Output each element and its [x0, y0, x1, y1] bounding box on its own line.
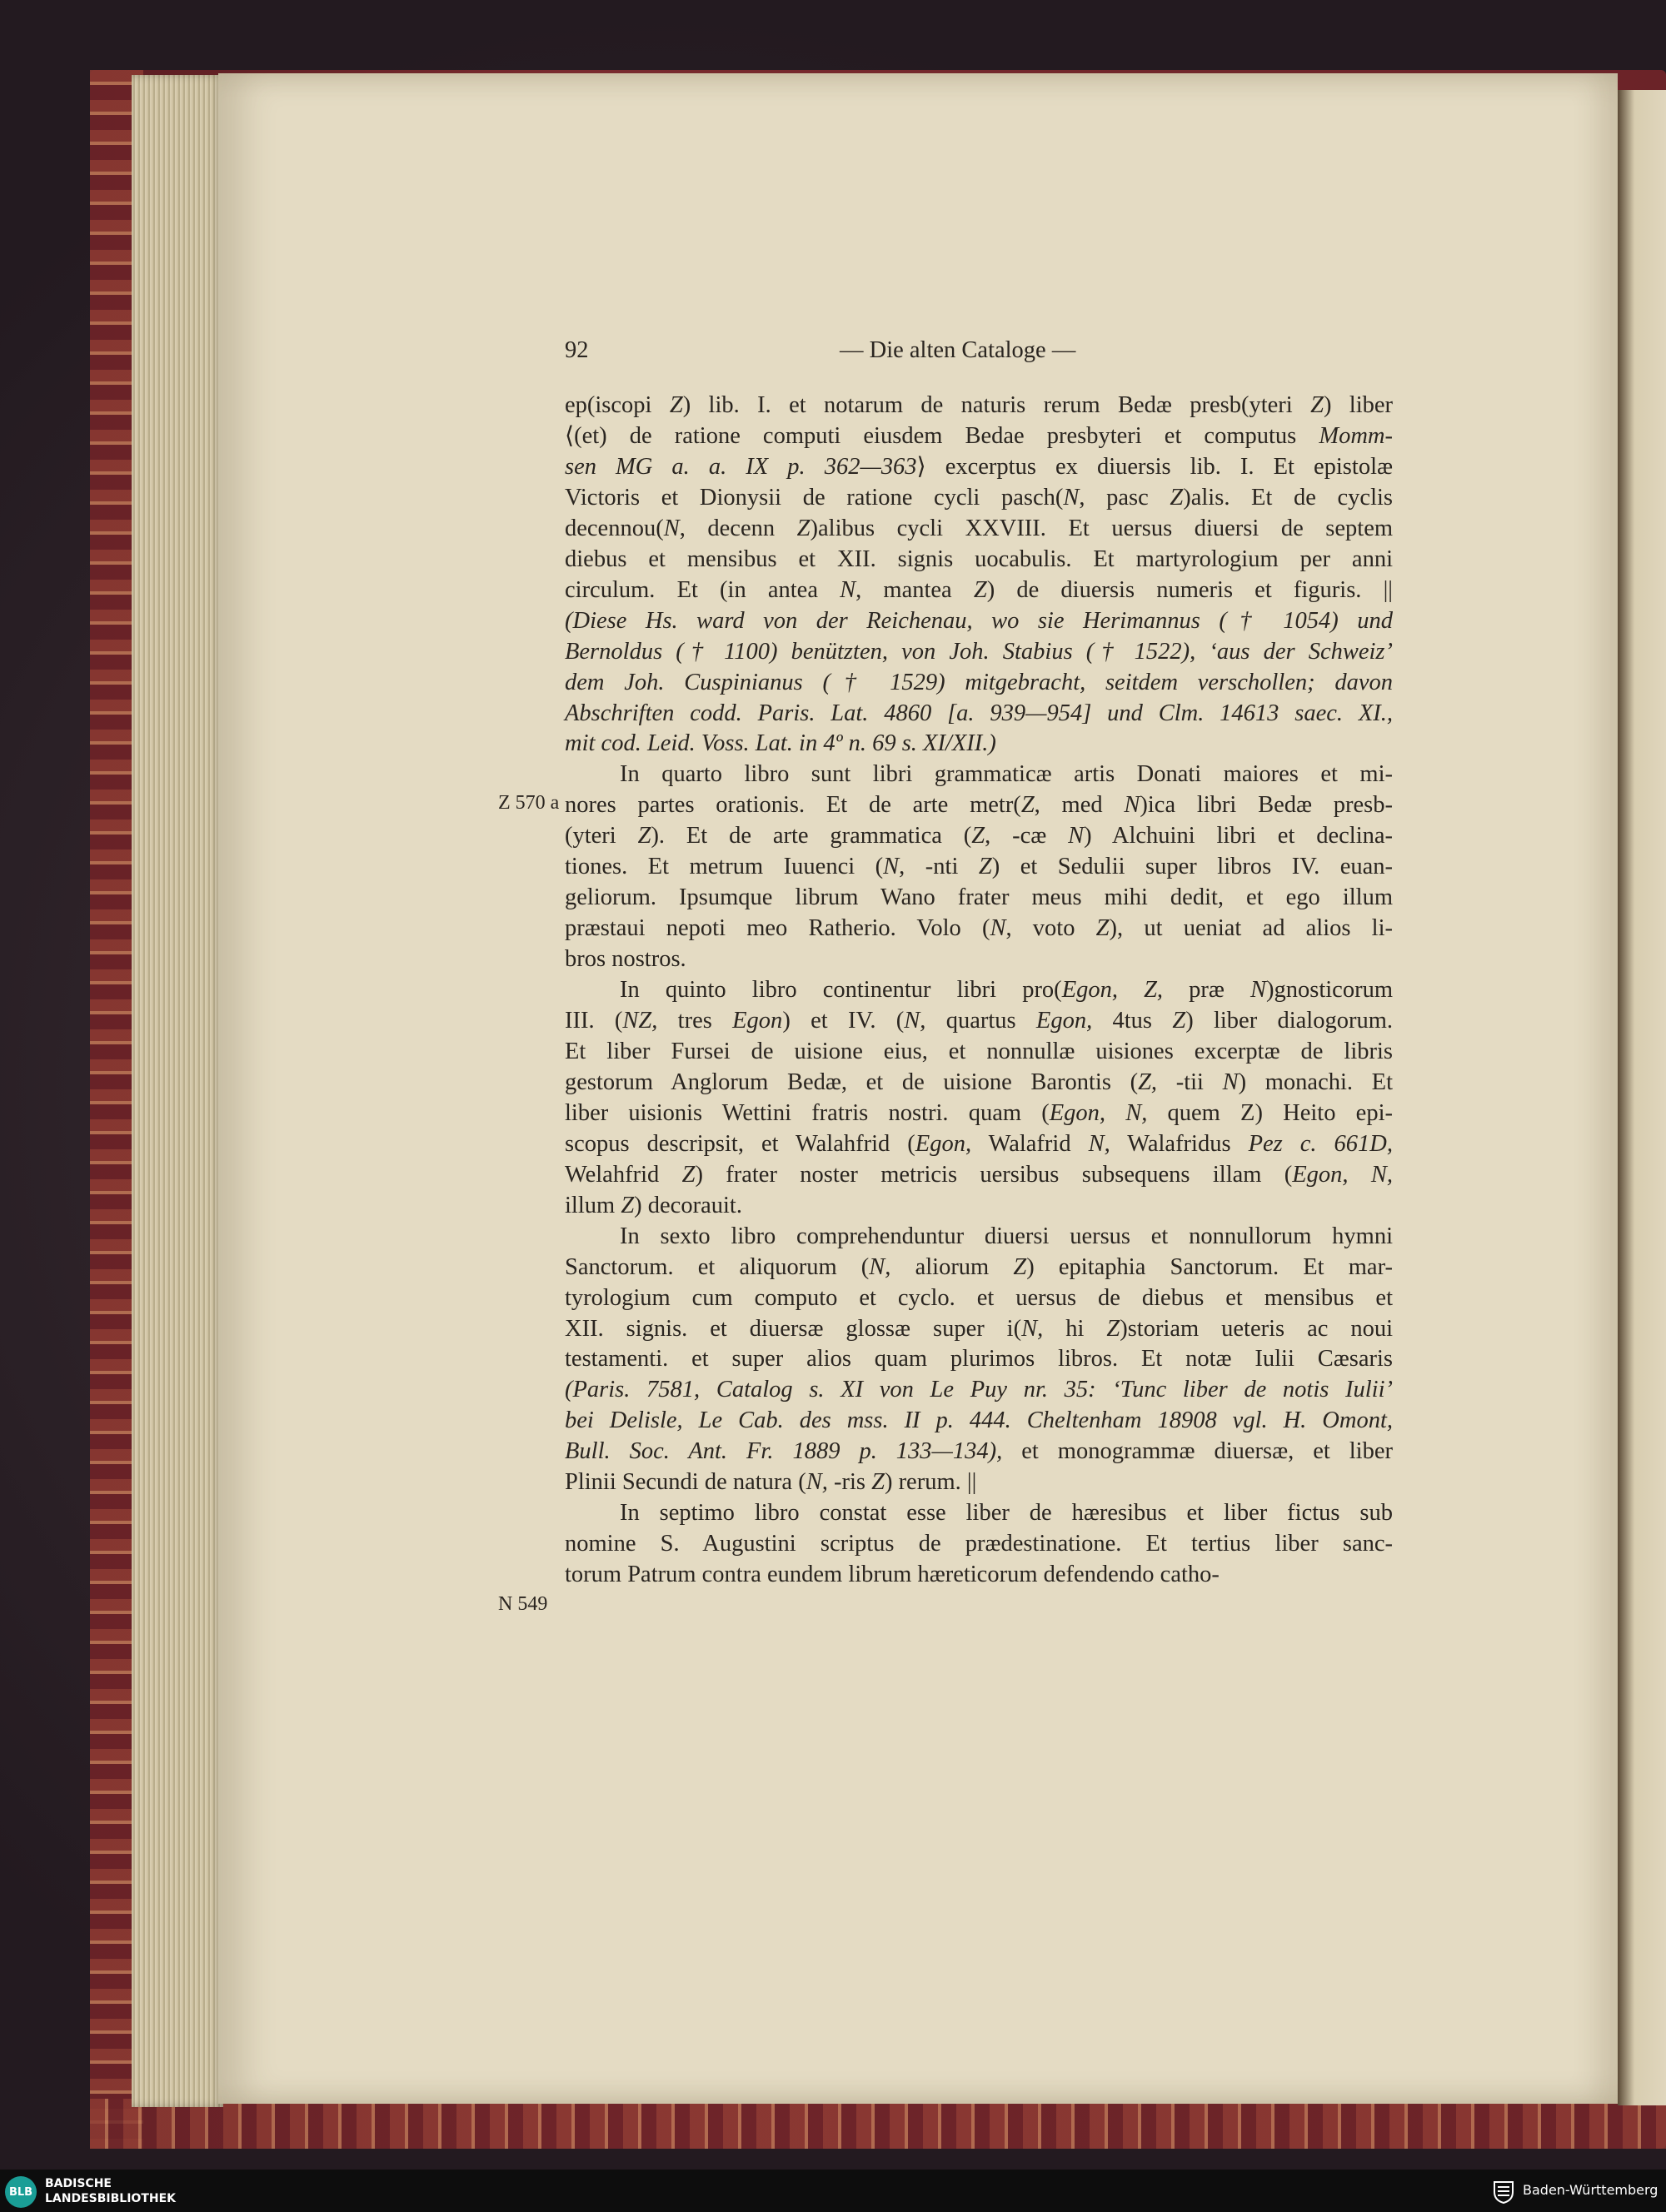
text-segment: In quarto libro sunt libri grammaticæ artis Donati maiores et mi-: [620, 761, 1393, 788]
state-name: Baden-Württemberg: [1523, 2182, 1659, 2198]
text-segment: præ: [1163, 977, 1250, 1004]
text-segment: ) decorauit.: [634, 1192, 742, 1218]
text-segment: Z: [669, 392, 683, 418]
text-line: [565, 882, 1393, 914]
text-segment: tres: [657, 1008, 733, 1034]
text-line: [620, 974, 1393, 1006]
text-segment: Z,: [1138, 1069, 1158, 1095]
text-segment: Z: [971, 823, 985, 849]
text-segment: Momm-: [1319, 422, 1393, 449]
text-segment: gestorum Anglorum Bedæ, et de uisione Barontis (: [565, 1069, 1139, 1095]
library-name-line2: LANDESBIBLIOTHEK: [45, 2192, 177, 2205]
library-name-line1: BADISCHE: [45, 2177, 112, 2190]
text-line: [565, 1252, 1393, 1283]
text-segment: N: [1068, 823, 1085, 849]
text-segment: sen MG a. a. IX p. 362—363: [565, 453, 917, 480]
text-line: [565, 451, 1393, 483]
text-line: [565, 820, 1393, 852]
text-segment: Z: [1106, 1315, 1120, 1342]
text-segment: XII. signis. et diuersæ glossæ super i(: [565, 1315, 1022, 1342]
text-segment: Z: [871, 1469, 885, 1496]
text-line: [565, 1036, 1393, 1068]
text-segment: ) de diuersis numeris et figuris. ||: [986, 576, 1393, 603]
text-segment: scopus descripsit, et Walahfrid (: [565, 1130, 915, 1157]
text-segment: bei Delisle, Le Cab. des mss. II p. 444. Cheltenham 18908 vgl. H. Omont,: [565, 1407, 1393, 1434]
text-segment: In quinto libro continentur libri pro(: [620, 977, 1062, 1004]
text-line: [565, 1467, 1393, 1498]
text-segment: (yteri: [565, 823, 638, 849]
blb-logo-icon[interactable]: BLB: [5, 2176, 37, 2208]
text-line: [565, 482, 1393, 514]
text-line: [565, 913, 1393, 944]
text-segment: ) monachi. Et: [1238, 1069, 1393, 1095]
viewer-footer: [0, 2170, 1666, 2212]
text-segment: Egon,: [915, 1130, 972, 1157]
text-segment: -ris: [827, 1469, 872, 1496]
text-segment: Victoris et Dionysii de ratione cycli pasch(: [565, 484, 1064, 511]
text-segment: ) et IV. (: [782, 1008, 905, 1034]
page-number: 92: [565, 337, 589, 363]
text-segment: ) liber dialogorum.: [1185, 1008, 1394, 1034]
text-line: [565, 1190, 1393, 1222]
text-segment: , -nti: [899, 854, 979, 880]
text-line: [565, 667, 1393, 699]
text-segment: Z: [978, 854, 992, 880]
text-line: [565, 1343, 1393, 1375]
text-segment: Abschriften codd. Paris. Lat. 4860 [a. 939—954] und Clm. 14613 saec. XI.,: [565, 700, 1393, 726]
text-segment: Z: [1013, 1253, 1027, 1280]
text-segment: 4tus: [1092, 1008, 1173, 1034]
text-segment: decennou(: [565, 515, 664, 541]
text-segment: In septimo libro constat esse liber de hæresibus et liber fictus sub: [620, 1500, 1393, 1527]
text-segment: et monogrammæ diuersæ, et liber: [1002, 1438, 1393, 1465]
text-segment: N: [1063, 484, 1080, 511]
text-segment: illum: [565, 1192, 621, 1218]
text-segment: Z: [796, 515, 811, 541]
text-segment: N,: [806, 1469, 828, 1496]
text-segment: )alibus cycli XXVIII. Et uersus diuersi de septem: [810, 515, 1394, 541]
text-segment: Bull. Soc. Ant. Fr. 1889 p. 133—134),: [565, 1438, 1003, 1465]
text-segment: ) rerum. ||: [884, 1469, 977, 1496]
text-segment: bros nostros.: [565, 946, 686, 973]
text-line: [565, 944, 1393, 975]
text-segment: Z: [1310, 392, 1324, 418]
text-segment: ) liber: [1323, 392, 1394, 418]
text-segment: N,: [1088, 1130, 1110, 1157]
text-line: [565, 513, 1393, 545]
text-segment: ) frater noster metricis uersibus subsequens illam (: [695, 1161, 1293, 1188]
text-segment: Z: [1095, 915, 1110, 942]
text-segment: Plinii Secundi de natura (: [565, 1469, 806, 1496]
text-segment: NZ,: [622, 1008, 658, 1034]
text-line: [565, 698, 1393, 730]
text-segment: ⟩ excerptus ex diuersis lib. I. Et epistolæ: [916, 453, 1393, 480]
text-line: [565, 544, 1393, 575]
margin-ref-n549: N 549: [498, 1593, 548, 1615]
text-segment: Z: [621, 1192, 635, 1218]
text-segment: )ica libri Bedæ presb-: [1140, 792, 1393, 819]
text-segment: diebus et mensibus et XII. signis uocabulis. Et martyrologium per anni: [565, 546, 1393, 572]
text-segment: Egon: [732, 1008, 783, 1034]
text-segment: circulum. Et (in antea: [565, 576, 840, 603]
text-segment: hi: [1043, 1315, 1107, 1342]
margin-ref-z570a: Z 570 a: [498, 792, 560, 814]
text-segment: )gnosticorum: [1266, 977, 1393, 1004]
text-line: [565, 1283, 1393, 1314]
text-segment: , mantea: [855, 576, 974, 603]
text-segment: aliorum: [890, 1253, 1014, 1280]
text-segment: (Paris. 7581, Catalog s. XI von Le Puy nr. 35: ‘Tunc liber de notis Iulii’: [565, 1377, 1393, 1403]
text-segment: Bernoldus († 1100) benützten, von Joh. Stabius († 1522), ‘aus der Schweiz’: [565, 638, 1393, 665]
text-line: [565, 1405, 1393, 1437]
text-segment: nores partes orationis. Et de arte metr(: [565, 792, 1021, 819]
text-segment: Sanctorum. et aliquorum (: [565, 1253, 870, 1280]
text-segment: Z: [1170, 484, 1184, 511]
text-segment: liber uisionis Wettini fratris nostri. quam (: [565, 1099, 1050, 1126]
text-segment: ) lib. I. et notarum de naturis rerum Bedæ presb(yteri: [682, 392, 1311, 418]
text-segment: N,: [904, 1008, 926, 1034]
text-segment: N,: [1021, 1315, 1044, 1342]
text-segment: N,: [869, 1253, 891, 1280]
text-line: [565, 1005, 1393, 1037]
text-segment: N: [1124, 792, 1140, 819]
text-line: [565, 390, 1393, 421]
text-segment: tiones. Et metrum Iuuenci (: [565, 854, 884, 880]
text-segment: tyrologium cum computo et cyclo. et uersus de diebus et mensibus et: [565, 1284, 1393, 1311]
text-segment: Walafrid: [971, 1130, 1089, 1157]
text-segment: ep(iscopi: [565, 392, 670, 418]
text-segment: ) epitaphia Sanctorum. Et mar-: [1026, 1253, 1393, 1280]
text-segment: N: [883, 854, 900, 880]
text-line: [565, 421, 1393, 452]
text-line: [565, 1528, 1393, 1560]
text-segment: Walafridus: [1110, 1130, 1249, 1157]
running-head: — Die alten Cataloge —: [840, 337, 1076, 363]
text-segment: geliorum. Ipsumque librum Wano frater meus mihi dedit, et ego illum: [565, 884, 1393, 911]
text-line: [565, 1159, 1393, 1191]
text-segment: Egon, N,: [1049, 1099, 1148, 1126]
text-segment: , pasc: [1079, 484, 1170, 511]
text-segment: Egon,: [1035, 1008, 1093, 1034]
text-segment: N: [840, 576, 856, 603]
text-segment: Welahfrid: [565, 1161, 682, 1188]
text-segment: -tii: [1157, 1069, 1223, 1095]
text-segment: N: [1222, 1069, 1239, 1095]
text-segment: Et liber Fursei de uisione eius, et nonnullæ uisiones excerptæ de libris: [565, 1038, 1393, 1064]
text-line: [565, 636, 1393, 668]
text-segment: III. (: [565, 1008, 623, 1034]
text-line: [565, 605, 1393, 637]
text-segment: (Diese Hs. ward von der Reichenau, wo sie Herimannus († 1054) und: [565, 607, 1393, 634]
text-segment: nomine S. Augustini scriptus de prædestinatione. Et tertius liber sanc-: [565, 1531, 1393, 1557]
text-segment: ). Et de arte grammatica (: [651, 823, 972, 849]
text-line: [620, 759, 1393, 790]
text-line: [565, 790, 1393, 821]
text-line: [565, 728, 1393, 760]
text-segment: , decenn: [679, 515, 797, 541]
text-line: [565, 1559, 1393, 1591]
text-segment: ), ut ueniat ad alios li-: [1109, 915, 1394, 942]
text-line: [565, 1436, 1393, 1467]
text-segment: , -cæ: [985, 823, 1069, 849]
text-segment: N: [663, 515, 680, 541]
text-segment: ) Alchuini libri et declina-: [1084, 823, 1394, 849]
coat-of-arms-icon: [1493, 2179, 1514, 2204]
text-segment: dem Joh. Cuspinianus († 1529) mitgebracht, seitdem verschollen; davon: [565, 669, 1393, 695]
library-name: [45, 2176, 176, 2206]
text-segment: Z: [681, 1161, 696, 1188]
text-segment: ⟨(et) de ratione computi eiusdem Bedae presbyteri et computus: [565, 422, 1319, 449]
text-segment: )alis. Et de cyclis: [1183, 484, 1394, 511]
text-segment: , med: [1034, 792, 1125, 819]
text-segment: )storiam ueteris ac noui: [1120, 1315, 1394, 1342]
text-line: [565, 851, 1393, 883]
text-segment: testamenti. et super alios quam plurimos libros. Et notæ Iulii Cæsaris: [565, 1346, 1393, 1373]
text-segment: præstaui nepoti meo Ratherio. Volo (: [565, 915, 990, 942]
text-segment: N: [990, 915, 1006, 942]
text-segment: ) et Sedulii super libros IV. euan-: [991, 854, 1394, 880]
text-line: [620, 1221, 1393, 1253]
text-segment: Egon, N,: [1292, 1161, 1393, 1188]
text-segment: torum Patrum contra eundem librum hæreticorum defendendo catho-: [565, 1562, 1220, 1588]
text-segment: Egon, Z,: [1061, 977, 1164, 1004]
text-segment: In sexto libro comprehenduntur diuersi uersus et nonnullorum hymni: [620, 1223, 1393, 1249]
text-line: [565, 1067, 1393, 1099]
text-segment: mit cod. Leid. Voss. Lat. in 4º n. 69 s. XI/XII.): [565, 730, 996, 757]
text-segment: Pez c. 661D,: [1248, 1130, 1393, 1157]
text-segment: quem Z) Heito epi-: [1147, 1099, 1393, 1126]
text-segment: Z: [1020, 792, 1035, 819]
running-header: [565, 337, 1393, 371]
text-segment: Z: [973, 576, 987, 603]
text-segment: Z: [1172, 1008, 1186, 1034]
text-segment: , voto: [1005, 915, 1096, 942]
text-segment: Z: [637, 823, 651, 849]
text-line: [565, 1313, 1393, 1345]
text-line: [565, 1098, 1393, 1129]
text-line: [565, 575, 1393, 606]
text-line: [565, 1374, 1393, 1406]
text-line: [620, 1497, 1393, 1529]
text-segment: N: [1250, 977, 1267, 1004]
text-segment: quartus: [925, 1008, 1036, 1034]
text-line: [565, 1128, 1393, 1160]
